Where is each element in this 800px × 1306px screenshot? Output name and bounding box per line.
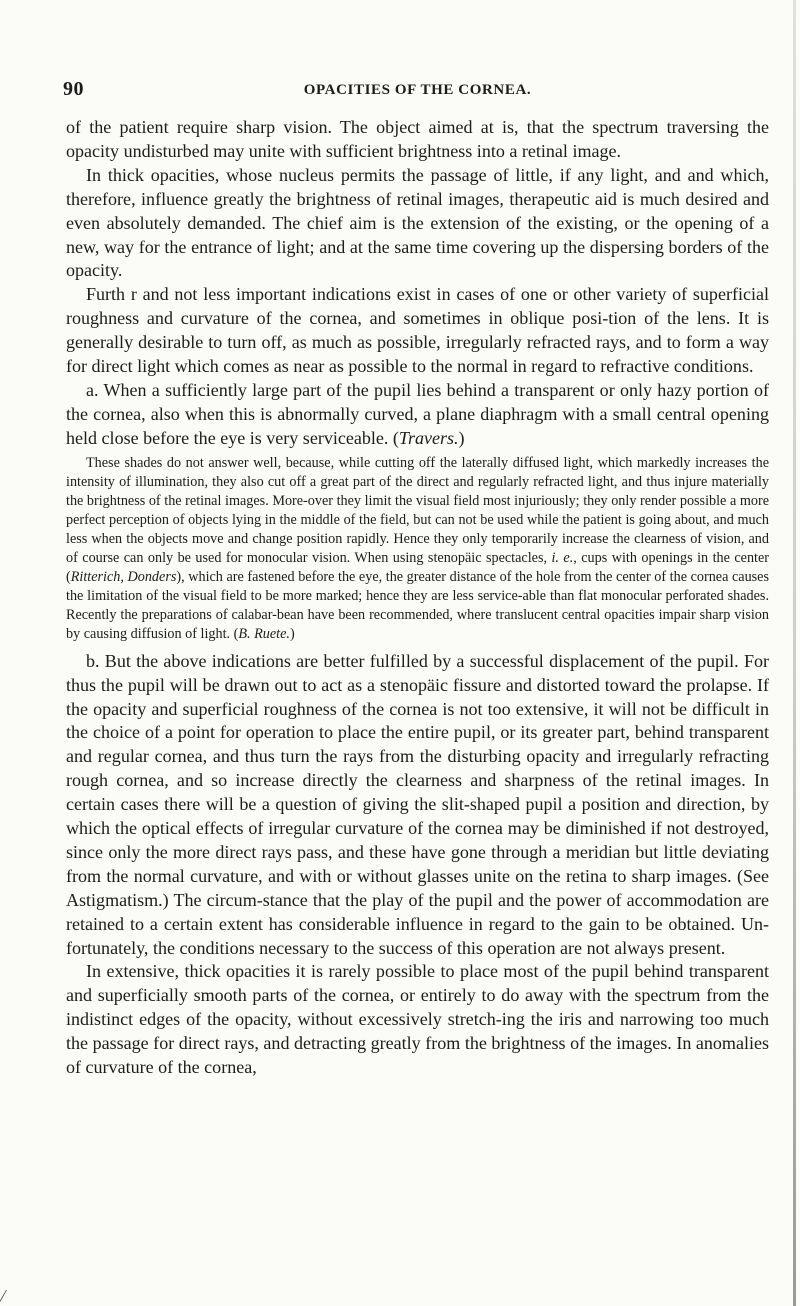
citation-ritterich-donders: Ritterich, Donders [70, 568, 177, 585]
paragraph-thick-opacities: In thick opacities, whose nucleus permits the passage of little, if any light, and and which, therefore, influence greatly the brightness of retinal images, therapeutic aid is much desired and even absolutely demanded. The chief aim is the extension of the existing, or the opening of a new, way for the entrance of light; and at the same time covering up the dispersing borders of the opacity. [66, 164, 769, 281]
p4-close: ) [458, 427, 465, 448]
page-header [63, 78, 769, 108]
citation-ruete: B. Ruete. [238, 625, 290, 642]
paragraph-extensive-opacities: In extensive, thick opacities it is rarely possible to place most of the pupil behind transparent and superficially smooth parts of the cornea, or entirely to do away with the spectrum from the indistinct edges of the opacity, without excessively stretch-ing the iris and narrowing too much the passage for direct rays, and detracting greatly from the brightness of the images. In anomalies of curvature of the cornea, [66, 961, 769, 1078]
paragraph-a-diaphragm [66, 379, 769, 451]
note-text-1: These shades do not answer well, because, while cutting off the laterally diffused light, which markedly increases the intensity of illumination, they also cut off a great part of the direct and regularly refracted light, and thus injure materially the brightness of the retinal images. More-over they limit the visual field most injuriously; they only render possible a more perfect perception of objects lying in the middle of the field, but can not be used while the patient is going about, and much less when the objects move and change position rapidly. Hence they only temporarily increase the clearness of vision, and of course can only be used for monocular vision. When using stenopäic spectacles, [66, 454, 769, 566]
p4-text: a. When a sufficiently large part of the pupil lies behind a transparent or only hazy portion of the cornea, also when this is abnormally curved, a plane diaphragm with a small central opening held close before the eye is very serviceable. ( [66, 379, 769, 448]
note-text-4: ) [289, 625, 295, 642]
book-page [63, 78, 769, 1080]
citation-travers: Travers. [398, 427, 459, 448]
note-text-3: ), which are fastened before the eye, the greater distance of the hole from the center of the cornea causes the limitation of the visual field to be more marked; hence they are less service-able than flat monocular perforated shades. Recently the preparations of calabar-bean have been recommended, where translucent central opacities impair sharp vision by causing diffusion of light. ( [66, 568, 769, 642]
paragraph-b-displacement: b. But the above indications are better fulfilled by a successful displacement of the pupil. For thus the pupil will be drawn out to act as a stenopäic fissure and distorted toward the prolapse. If the opacity and superficial roughness of the cornea is not too extensive, it will not be difficult in the choice of a point for operation to place the entire pupil, or its greater part, behind transparent and regular cornea, and thus turn the rays from the disturbing opacity and irregularly refracting rough cornea, and so increase directly the clearness and sharpness of the retinal images. In certain cases there will be a question of giving the slit-shaped pupil a position and direction, by which the optical effects of irregular curvature of the cornea may be diminished if not destroyed, since only the more direct rays pass, and these have gone through a meridian but little deviating from the normal curvature, and with or without glasses unite on the retina to sharp images. (See Astigmatism.) The circum-stance that the play of the pupil and the power of accommodation are retained to a certain extent has considerable influence in regard to the gain to be obtained. Un-fortunately, the conditions necessary to the success of this operation are not always present. [66, 650, 769, 958]
page-number: 90 [63, 78, 84, 100]
small-print-note [66, 454, 769, 644]
note-ie: i. e. [551, 549, 574, 566]
scan-mark [0, 1290, 17, 1304]
paragraph-further-indications: Furth r and not less important indications exist in cases of one or other variety of superficial roughness and curvature of the cornea, and sometimes in oblique posi-tion of the lens. It is generally desirable to turn off, as much as possible, irregularly refracted rays, and to form a way for direct light which comes as near as possible to the normal in regard to refractive conditions. [66, 284, 769, 377]
paragraph-continuation: of the patient require sharp vision. The object aimed at is, that the spectrum traversing the opacity undisturbed may unite with sufficient brightness into a retinal image. [66, 117, 769, 161]
running-head: OPACITIES OF THE CORNEA. [303, 82, 532, 98]
note-text-2: , cups with openings in the center ( [66, 549, 769, 585]
page-edge-shadow [793, 0, 796, 1306]
